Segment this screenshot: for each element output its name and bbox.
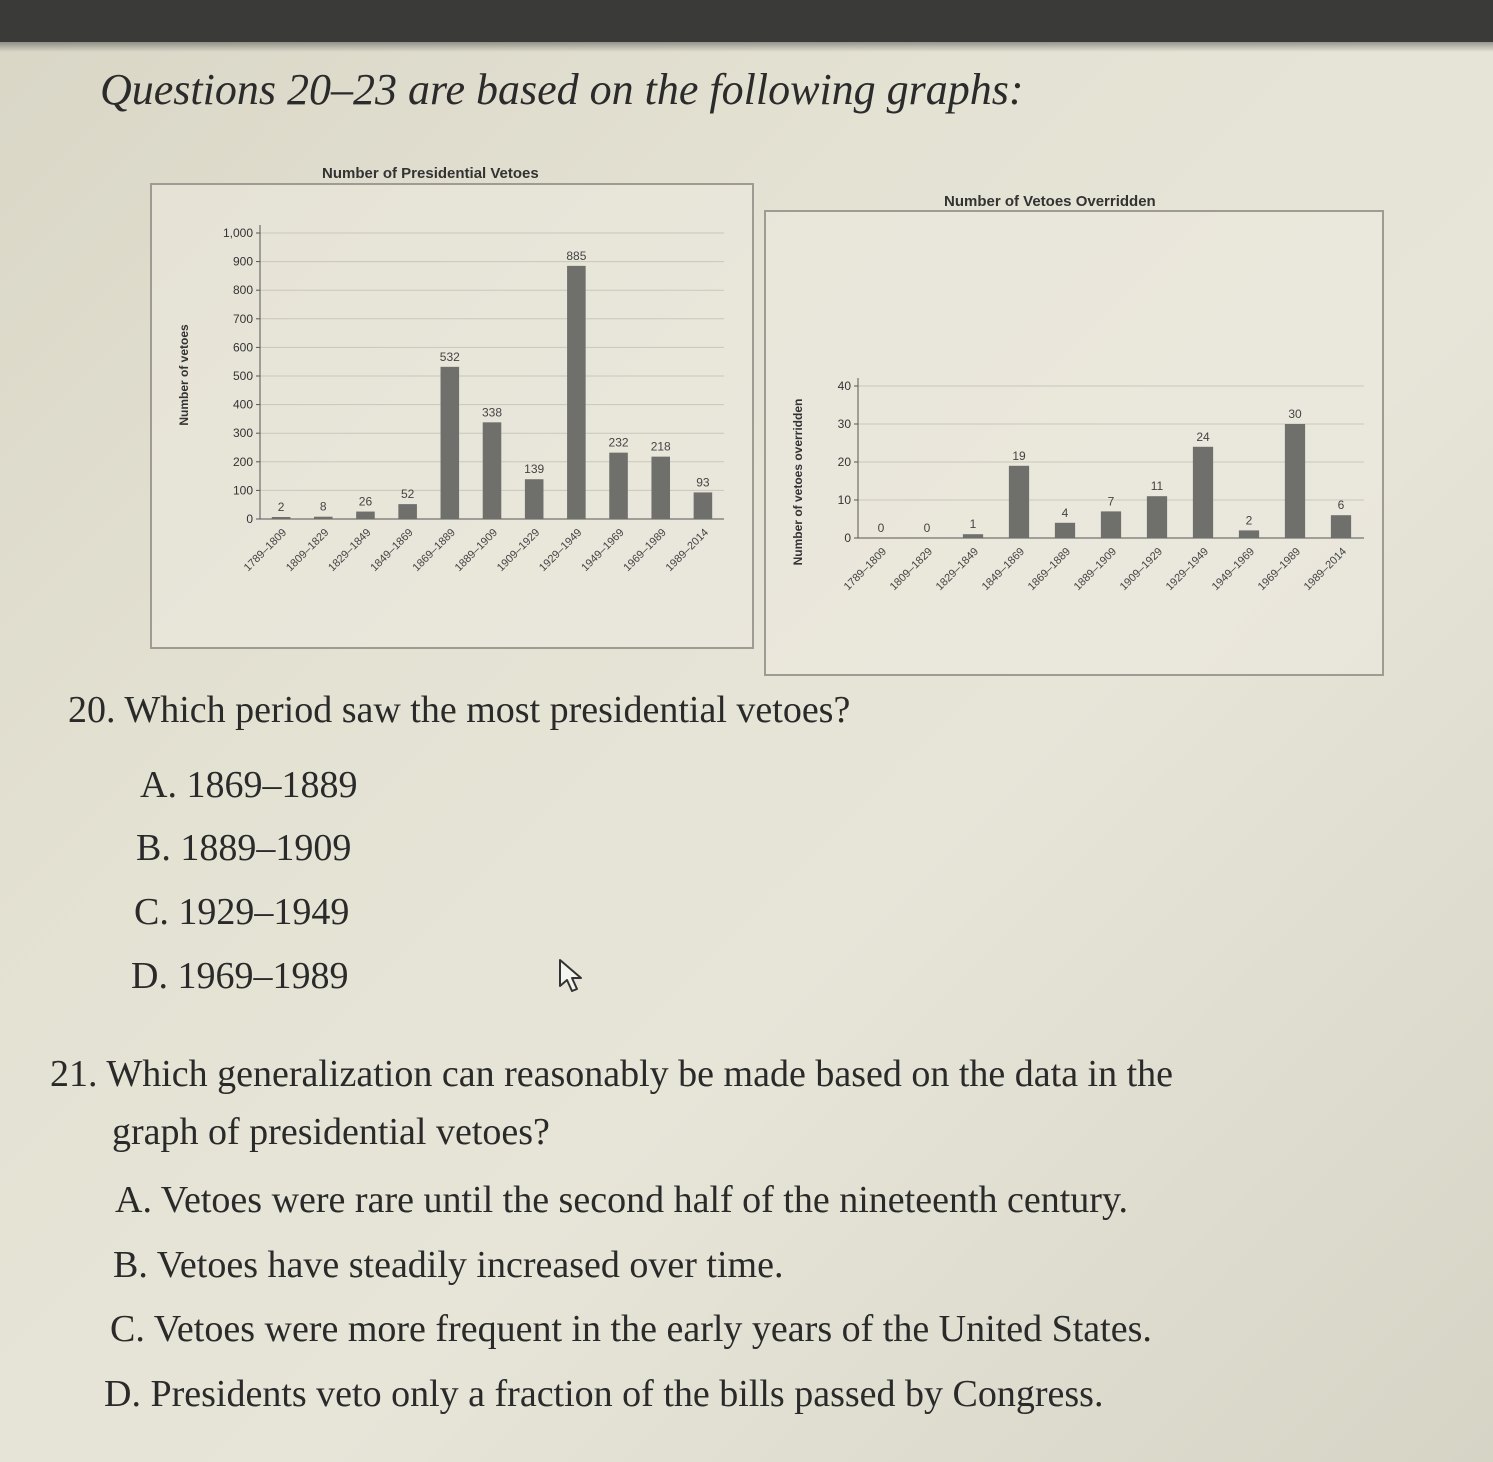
y-axis-label: Number of vetoes	[177, 324, 191, 426]
y-tick-label: 200	[232, 454, 253, 469]
x-tick-label: 1909–1929	[1117, 545, 1166, 594]
vetoes-chart-svg	[152, 185, 752, 647]
x-tick-label: 1969–1989	[621, 526, 669, 575]
x-tick-label: 1789–1809	[841, 545, 890, 594]
q21-option-c[interactable]	[110, 1307, 1152, 1351]
y-tick-label: 0	[246, 512, 253, 526]
q21-option-d[interactable]	[104, 1372, 1103, 1416]
x-tick-label: 1929–1949	[1163, 545, 1212, 594]
bar-value-label: 2	[277, 500, 285, 514]
question-21-continued	[112, 1110, 550, 1154]
q20-option-d-letter: D.	[131, 955, 168, 997]
bar	[272, 517, 291, 519]
bar-value-label: 139	[524, 462, 545, 477]
q21-option-b-letter: B.	[113, 1244, 148, 1286]
question-20-number: 20.	[68, 689, 116, 731]
bar-value-label: 4	[1061, 505, 1069, 520]
bar	[1147, 496, 1167, 538]
q20-option-a-text: 1869–1889	[186, 764, 358, 806]
section-heading: Questions 20–23 are based on the following graphs:	[100, 65, 1024, 114]
bar-value-label: 2	[1245, 513, 1253, 528]
bar-value-label: 93	[696, 475, 710, 490]
bar-value-label: 218	[650, 439, 671, 454]
x-tick-label: 1949–1969	[579, 526, 627, 575]
bar	[1101, 511, 1121, 538]
bar-value-label: 532	[439, 349, 460, 364]
x-tick-label: 1849–1869	[979, 545, 1028, 594]
bezel-shadow	[0, 30, 1493, 52]
overridden-chart	[764, 210, 1384, 676]
bar-value-label: 11	[1150, 479, 1164, 494]
y-tick-label: 10	[837, 493, 851, 507]
q20-option-d[interactable]	[131, 954, 348, 998]
q21-option-a-text: Vetoes were rare until the second half of the nineteenth century.	[160, 1179, 1128, 1221]
q21-option-d-letter: D.	[104, 1373, 141, 1415]
y-tick-label: 600	[232, 340, 253, 355]
q21-option-c-letter: C.	[110, 1308, 145, 1350]
bar	[356, 512, 375, 519]
bar	[567, 266, 586, 519]
q20-option-b-letter: B.	[136, 827, 171, 869]
bar-value-label: 1	[969, 517, 977, 532]
bar-value-label: 19	[1012, 448, 1026, 463]
x-tick-label: 1829–1849	[933, 545, 982, 594]
bar	[1009, 466, 1029, 538]
bar	[651, 457, 670, 519]
bar-value-label: 26	[358, 494, 373, 509]
bar-value-label: 6	[1337, 498, 1345, 513]
y-axis-label: Number of vetoes overridden	[791, 398, 805, 566]
y-tick-label: 100	[232, 483, 253, 498]
x-tick-label: 1889–1909	[452, 526, 501, 575]
x-tick-label: 1789–1809	[241, 526, 290, 575]
q21-option-b[interactable]	[113, 1243, 783, 1287]
x-tick-label: 1889–1909	[1071, 545, 1120, 594]
x-tick-label: 1849–1869	[368, 526, 416, 575]
q20-option-c-text: 1929–1949	[178, 891, 350, 933]
x-tick-label: 1949–1969	[1209, 545, 1258, 594]
y-tick-label: 0	[844, 531, 851, 545]
q20-option-b[interactable]	[136, 826, 351, 870]
q21-option-a-letter: A.	[115, 1179, 152, 1221]
q21-option-a[interactable]	[115, 1178, 1128, 1222]
bar-value-label: 7	[1107, 494, 1115, 509]
bar-value-label: 0	[877, 521, 885, 535]
y-tick-label: 400	[232, 397, 253, 412]
y-tick-label: 700	[232, 311, 253, 326]
bar	[1239, 530, 1259, 538]
x-tick-label: 1969–1989	[1255, 545, 1304, 594]
question-20-text: Which period saw the most presidential vetoes?	[124, 689, 851, 731]
x-tick-label: 1809–1829	[283, 526, 332, 575]
question-21-number: 21.	[50, 1053, 98, 1095]
bar	[441, 367, 460, 519]
q20-option-a-letter: A.	[140, 764, 177, 806]
q21-option-c-text: Vetoes were more frequent in the early years of the United States.	[153, 1308, 1152, 1350]
q20-option-c[interactable]	[134, 890, 349, 934]
y-tick-label: 500	[232, 369, 253, 383]
bar	[1331, 515, 1351, 538]
question-20	[68, 688, 850, 732]
x-tick-label: 1809–1829	[887, 545, 936, 594]
bar	[1055, 523, 1075, 538]
vetoes-chart	[150, 183, 754, 649]
overridden-chart-title: Number of Vetoes Overridden	[944, 193, 1156, 210]
bar	[483, 422, 502, 519]
question-21	[50, 1052, 1173, 1096]
y-tick-label: 1,000	[222, 226, 253, 240]
bar	[694, 492, 713, 519]
bar	[1285, 424, 1305, 538]
y-tick-label: 30	[837, 417, 851, 431]
q21-option-d-text: Presidents veto only a fraction of the bills passed by Congress.	[150, 1373, 1104, 1415]
q20-option-c-letter: C.	[134, 891, 169, 933]
q20-option-a[interactable]	[140, 763, 357, 807]
bar	[1193, 447, 1213, 538]
y-tick-label: 300	[232, 426, 253, 441]
bar	[963, 534, 983, 538]
bar-value-label: 0	[923, 521, 931, 535]
bar-value-label: 8	[319, 499, 327, 514]
x-tick-label: 1829–1849	[326, 526, 374, 575]
bar	[525, 479, 544, 519]
q20-option-b-text: 1889–1909	[180, 827, 352, 869]
y-tick-label: 40	[837, 379, 851, 393]
bar-value-label: 338	[481, 405, 503, 420]
y-tick-label: 800	[232, 283, 253, 298]
y-tick-label: 900	[232, 254, 253, 269]
question-21-text-line2: graph of presidential vetoes?	[112, 1111, 550, 1153]
bar-value-label: 885	[566, 248, 587, 263]
vetoes-chart-title: Number of Presidential Vetoes	[322, 165, 539, 182]
bar-value-label: 24	[1196, 429, 1210, 444]
bar-value-label: 232	[608, 435, 629, 450]
x-tick-label: 1929–1949	[537, 526, 585, 575]
overridden-chart-svg	[766, 212, 1382, 674]
bar	[314, 517, 333, 519]
q21-option-b-text: Vetoes have steadily increased over time.	[156, 1244, 784, 1286]
mouse-pointer-icon	[558, 958, 586, 994]
q20-option-d-text: 1969–1989	[177, 955, 349, 997]
bar	[398, 504, 417, 519]
y-tick-label: 20	[837, 455, 851, 469]
question-21-text-line1: Which generalization can reasonably be made based on the data in the	[106, 1053, 1174, 1095]
x-tick-label: 1869–1889	[1025, 545, 1074, 594]
x-tick-label: 1989–2014	[1301, 545, 1350, 594]
bar-value-label: 52	[400, 487, 415, 502]
x-tick-label: 1869–1889	[410, 526, 458, 575]
bar-value-label: 30	[1288, 407, 1302, 421]
bar	[609, 453, 628, 519]
x-tick-label: 1909–1929	[494, 526, 543, 575]
x-tick-label: 1989–2014	[663, 526, 712, 575]
